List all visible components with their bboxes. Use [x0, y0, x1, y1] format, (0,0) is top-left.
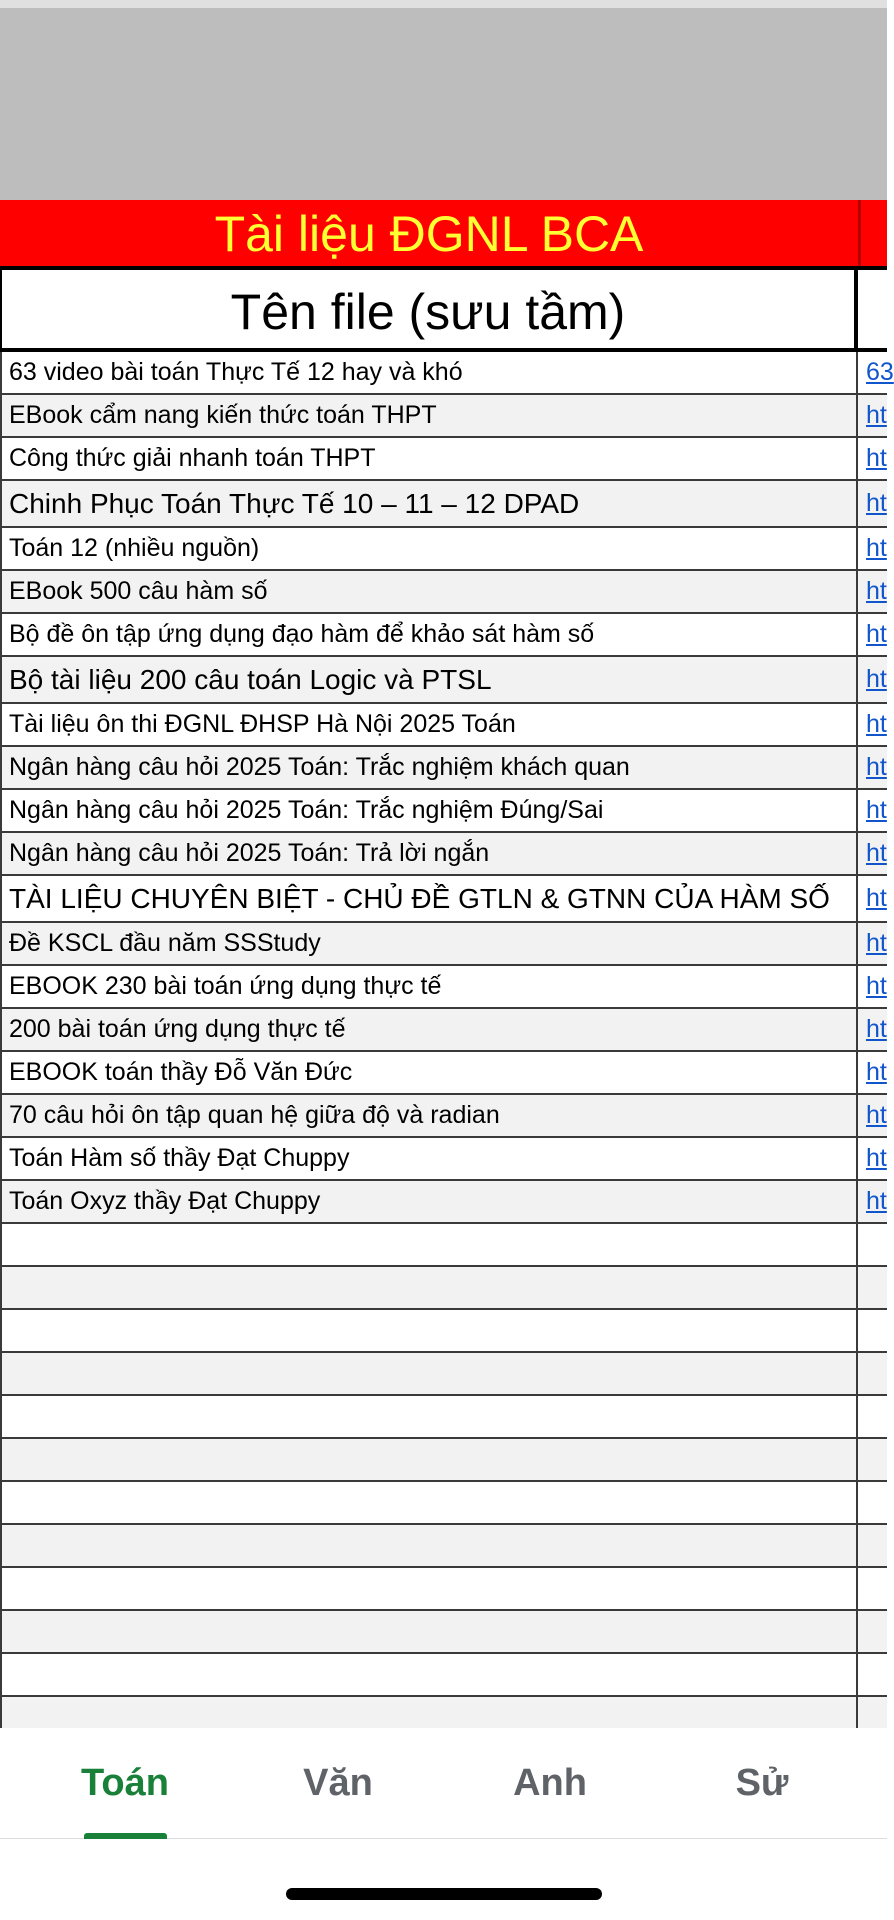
empty-cell[interactable]	[0, 1525, 858, 1566]
file-name-cell[interactable]: EBOOK toán thầy Đỗ Văn Đức	[0, 1052, 858, 1093]
file-name-cell[interactable]: Công thức giải nhanh toán THPT	[0, 438, 858, 479]
empty-row[interactable]	[0, 1568, 887, 1611]
sheet-tab-bar	[0, 1728, 887, 1839]
file-link-cell[interactable]: ht	[866, 1187, 887, 1215]
empty-row[interactable]	[0, 1482, 887, 1525]
file-link-cell[interactable]: ht	[866, 577, 887, 605]
empty-row[interactable]	[0, 1353, 887, 1396]
file-link-cell[interactable]: ht	[866, 1058, 887, 1086]
active-tab-indicator	[84, 1833, 167, 1839]
table-row[interactable]	[0, 1009, 887, 1052]
file-name-cell[interactable]: Bộ tài liệu 200 câu toán Logic và PTSL	[0, 657, 858, 702]
file-link-cell[interactable]: ht	[866, 972, 887, 1000]
file-name-cell[interactable]: Đề KSCL đầu năm SSStudy	[0, 923, 858, 964]
file-link-cell[interactable]: ht	[866, 534, 887, 562]
banner-cell-divider	[858, 200, 861, 266]
file-name-cell[interactable]: Ngân hàng câu hỏi 2025 Toán: Trả lời ngắn	[0, 833, 858, 874]
table-row[interactable]	[0, 790, 887, 833]
table-row[interactable]	[0, 747, 887, 790]
file-name-cell[interactable]: EBOOK 230 bài toán ứng dụng thực tế	[0, 966, 858, 1007]
sheet-banner[interactable]	[0, 200, 887, 270]
table-row[interactable]	[0, 1052, 887, 1095]
tab-anh[interactable]: Anh	[513, 1762, 587, 1804]
file-link-cell[interactable]: ht	[866, 620, 887, 648]
file-link-cell[interactable]: ht	[866, 1015, 887, 1043]
home-indicator[interactable]	[286, 1888, 602, 1900]
empty-row[interactable]	[0, 1654, 887, 1697]
file-link-cell[interactable]: 63	[866, 358, 894, 386]
file-link-cell[interactable]: ht	[866, 1144, 887, 1172]
file-name-cell[interactable]: Ngân hàng câu hỏi 2025 Toán: Trắc nghiệm Đúng/Sai	[0, 790, 858, 831]
file-name-cell[interactable]: 200 bài toán ứng dụng thực tế	[0, 1009, 858, 1050]
file-name-cell[interactable]: 70 câu hỏi ôn tập quan hệ giữa độ và radian	[0, 1095, 858, 1136]
empty-cell[interactable]	[0, 1310, 858, 1351]
table-row[interactable]	[0, 704, 887, 747]
column-header-row[interactable]	[0, 270, 887, 352]
table-row[interactable]	[0, 571, 887, 614]
file-link-cell[interactable]: ht	[866, 884, 887, 912]
file-name-cell[interactable]: Toán Oxyz thầy Đạt Chuppy	[0, 1181, 858, 1222]
table-row[interactable]	[0, 1181, 887, 1224]
table-row[interactable]	[0, 1138, 887, 1181]
table-row[interactable]	[0, 614, 887, 657]
file-name-cell[interactable]: Tài liệu ôn thi ĐGNL ĐHSP Hà Nội 2025 Toán	[0, 704, 858, 745]
table-row[interactable]	[0, 481, 887, 528]
empty-cell[interactable]	[0, 1224, 858, 1265]
file-name-cell[interactable]: Toán 12 (nhiều nguồn)	[0, 528, 858, 569]
table-row[interactable]	[0, 438, 887, 481]
table-row[interactable]	[0, 1095, 887, 1138]
file-name-cell[interactable]: EBook 500 câu hàm số	[0, 571, 858, 612]
file-link-cell[interactable]: ht	[866, 753, 887, 781]
empty-row[interactable]	[0, 1267, 887, 1310]
table-row[interactable]	[0, 876, 887, 923]
spreadsheet-grid[interactable]	[0, 352, 894, 1728]
table-row[interactable]	[0, 528, 887, 571]
empty-cell[interactable]	[0, 1267, 858, 1308]
tab-su[interactable]: Sử	[735, 1762, 789, 1804]
empty-row[interactable]	[0, 1310, 887, 1353]
file-link-cell[interactable]: ht	[866, 444, 887, 472]
empty-row[interactable]	[0, 1611, 887, 1654]
file-name-cell[interactable]: Toán Hàm số thầy Đạt Chuppy	[0, 1138, 858, 1179]
file-link-cell[interactable]: ht	[866, 929, 887, 957]
file-link-cell[interactable]: ht	[866, 710, 887, 738]
tab-toan[interactable]: Toán	[81, 1762, 169, 1804]
table-row[interactable]	[0, 352, 894, 395]
file-link-cell[interactable]: ht	[866, 489, 887, 517]
file-name-cell[interactable]: Ngân hàng câu hỏi 2025 Toán: Trắc nghiệm khách quan	[0, 747, 858, 788]
table-row[interactable]	[0, 395, 887, 438]
file-name-cell[interactable]: EBook cẩm nang kiến thức toán THPT	[0, 395, 858, 436]
empty-row[interactable]	[0, 1396, 887, 1439]
file-name-cell[interactable]: Bộ đề ôn tập ứng dụng đạo hàm để khảo sát hàm số	[0, 614, 858, 655]
file-name-cell[interactable]: 63 video bài toán Thực Tế 12 hay và khó	[0, 352, 858, 393]
empty-cell[interactable]	[0, 1654, 858, 1695]
empty-cell[interactable]	[0, 1568, 858, 1609]
empty-cell[interactable]	[0, 1396, 858, 1437]
column-header-name[interactable]: Tên file (sưu tầm)	[0, 270, 858, 348]
tab-van[interactable]: Văn	[303, 1762, 373, 1804]
file-link-cell[interactable]: ht	[866, 796, 887, 824]
file-link-cell[interactable]: ht	[866, 839, 887, 867]
empty-cell[interactable]	[0, 1439, 858, 1480]
file-link-cell[interactable]: ht	[866, 401, 887, 429]
table-row[interactable]	[0, 657, 887, 704]
table-row[interactable]	[0, 966, 887, 1009]
file-name-cell[interactable]: Chinh Phục Toán Thực Tế 10 – 11 – 12 DPAD	[0, 481, 858, 526]
file-link-cell[interactable]: ht	[866, 1101, 887, 1129]
empty-cell[interactable]	[0, 1353, 858, 1394]
empty-row[interactable]	[0, 1224, 887, 1267]
banner-title: Tài liệu ĐGNL BCA	[214, 206, 644, 262]
file-link-cell[interactable]: ht	[866, 665, 887, 693]
empty-row[interactable]	[0, 1439, 887, 1482]
spreadsheet-top-area	[0, 0, 887, 200]
table-row[interactable]	[0, 923, 887, 966]
file-name-cell[interactable]: TÀI LIỆU CHUYÊN BIỆT - CHỦ ĐỀ GTLN & GTNN CỦA HÀM SỐ	[0, 876, 858, 921]
empty-row[interactable]	[0, 1525, 887, 1568]
empty-cell[interactable]	[0, 1611, 858, 1652]
empty-cell[interactable]	[0, 1482, 858, 1523]
table-row[interactable]	[0, 833, 887, 876]
